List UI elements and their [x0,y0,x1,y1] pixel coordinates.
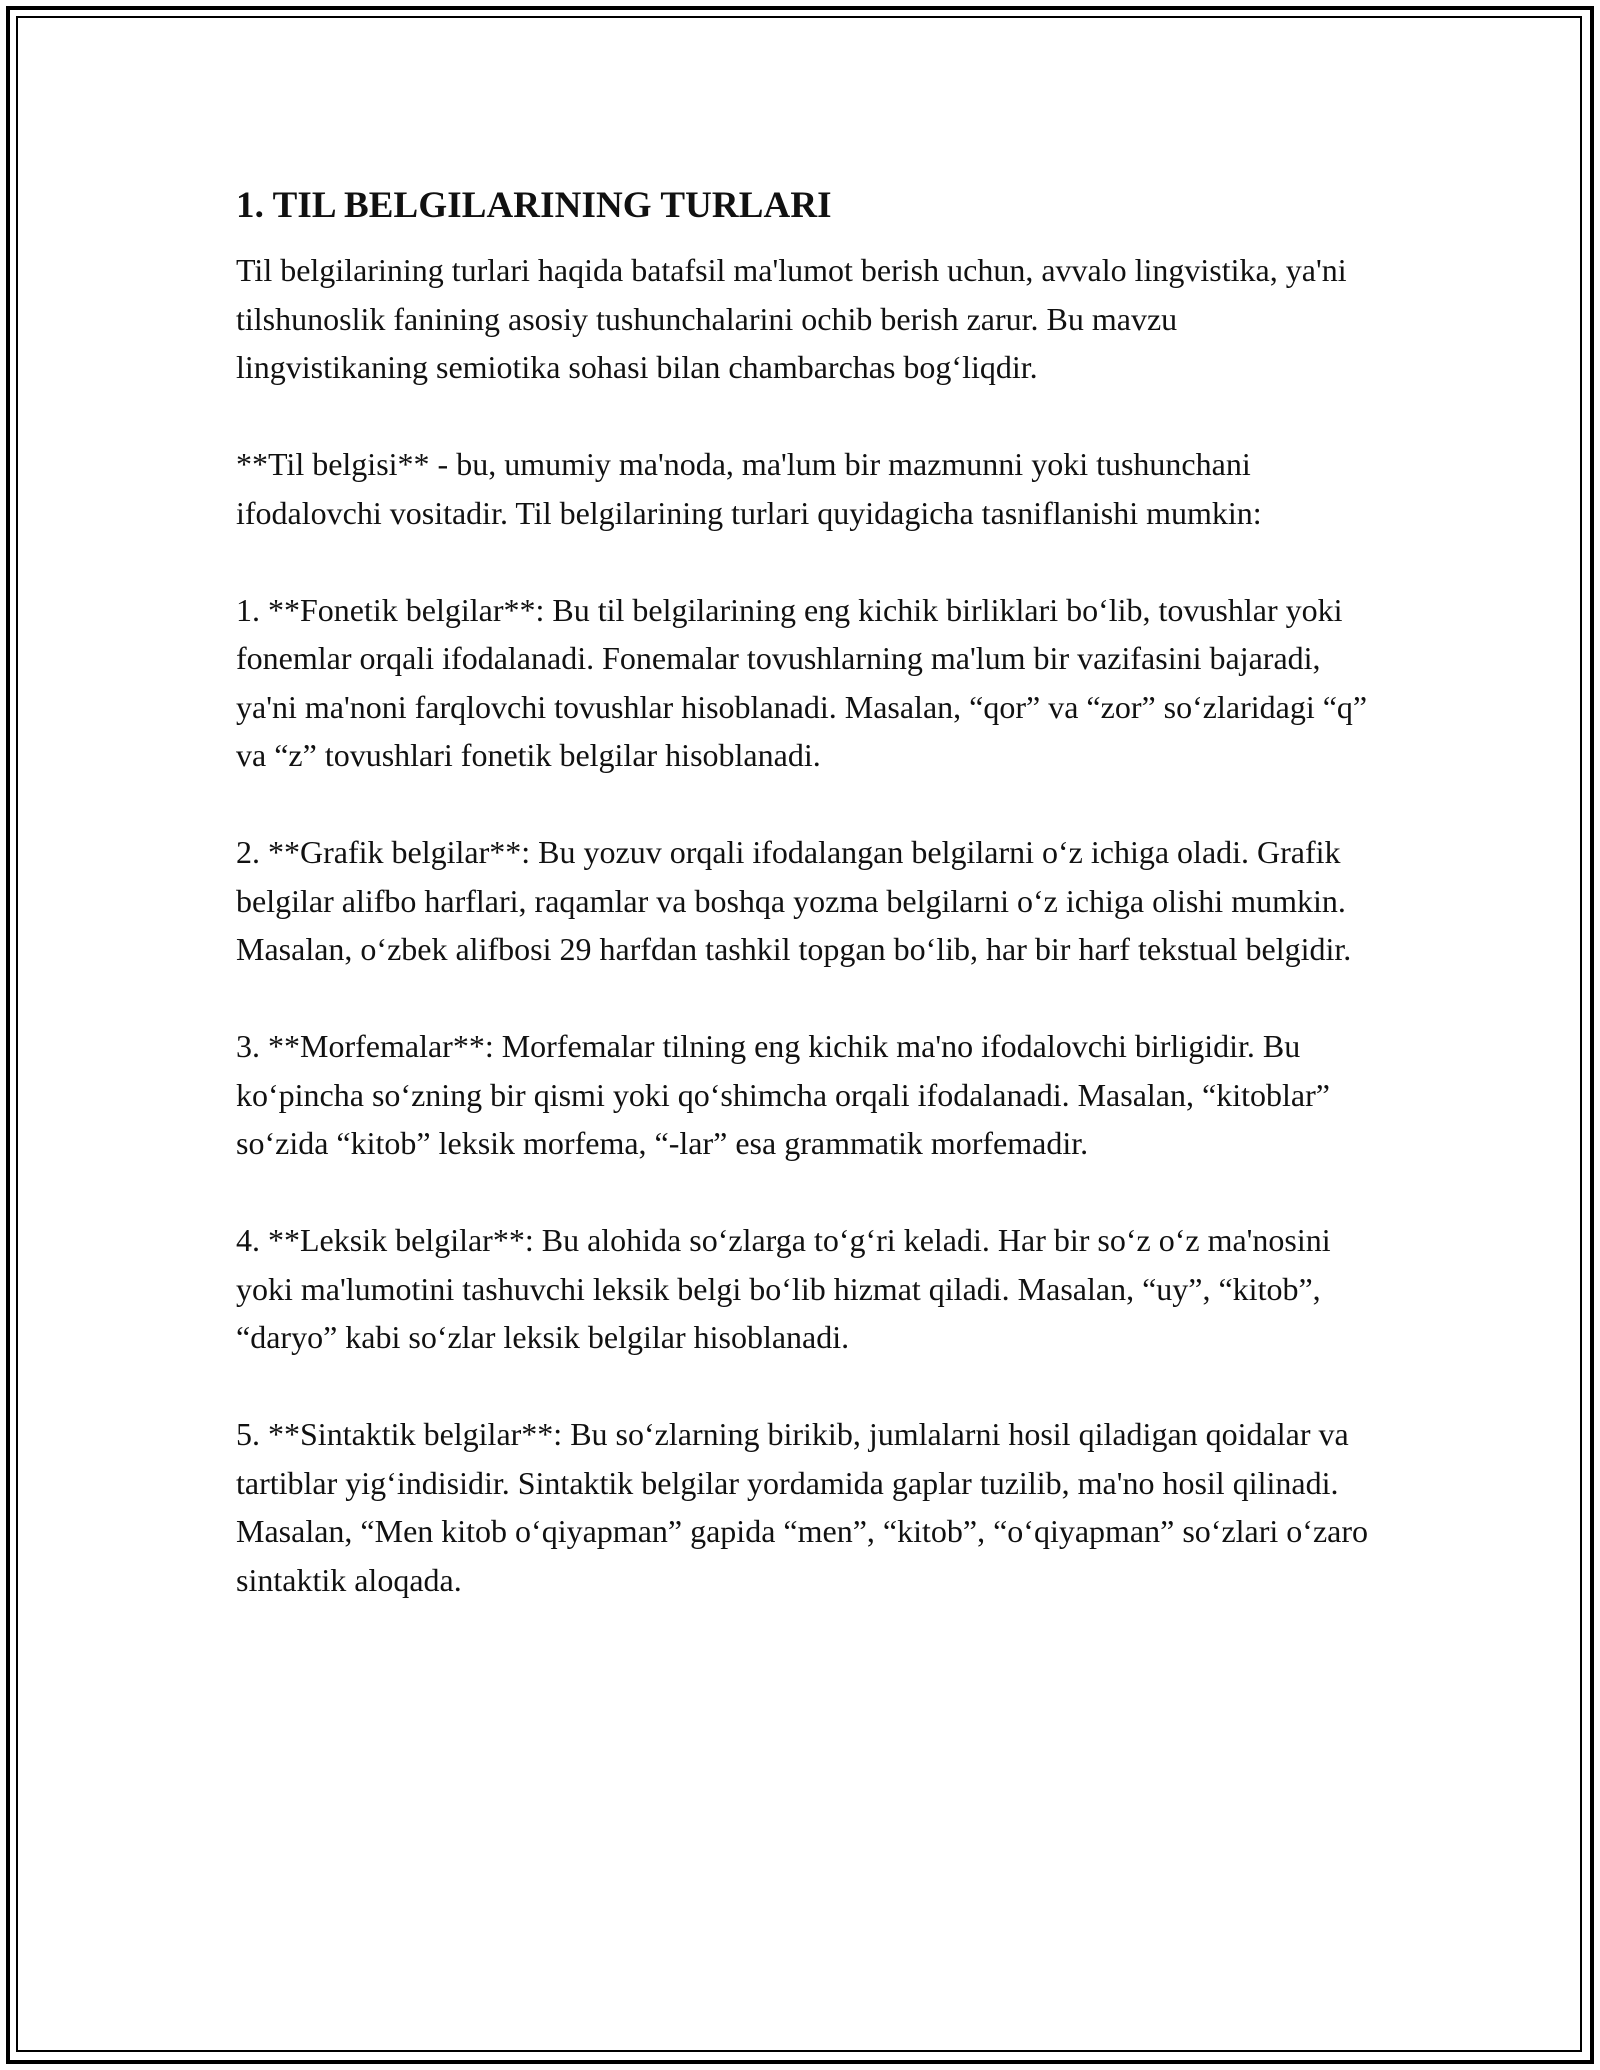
item-morfemalar: 3. **Morfemalar**: Morfemalar tilning eng kichik ma'no ifodalovchi birligidir. Bu ko‘pincha so‘zning bir qismi yoki qo‘shimcha orqali ifodalanadi. Masalan, “kitoblar” so‘zida “kitob” leksik morfema, “-lar” esa grammatik morfemadir. [236,1028,1330,1161]
item-fonetik-belgilar: 1. **Fonetik belgilar**: Bu til belgilarining eng kichik birliklari bo‘lib, tovushlar yoki fonemlar orqali ifodalanadi. Fonemalar tovushlarning ma'lum bir vazifasini bajaradi, ya'ni ma'noni farqlovchi tovushlar hisoblanadi. Masalan, “qor” va “zor” so‘zlaridagi “q” va “z” tovushlari fonetik belgilar hisoblanadi. [236,591,1368,773]
item-sintaktik-belgilar: 5. **Sintaktik belgilar**: Bu so‘zlarning birikib, jumlalarni hosil qiladigan qoidalar va tartiblar yig‘indisidir. Sintaktik belgilar yordamida gaplar tuzilib, ma'no hosil qilinadi. Masalan, “Men kitob o‘qiyapman” gapida “men”, “kitob”, “o‘qiyapman” so‘zlari o‘zaro sintaktik aloqada. [236,1416,1368,1598]
item-leksik-belgilar: 4. **Leksik belgilar**: Bu alohida so‘zlarga to‘g‘ri keladi. Har bir so‘z o‘z ma'nosini yoki ma'lumotini tashuvchi leksik belgi bo‘lib hizmat qiladi. Masalan, “uy”, “kitob”, “daryo” kabi so‘zlar leksik belgilar hisoblanadi. [236,1222,1331,1355]
definition-paragraph: **Til belgisi** - bu, umumiy ma'noda, ma'lum bir mazmunni yoki tushunchani ifodalovchi vositadir. Til belgilarining turlari quyidagicha tasniflanishi mumkin: [236,446,1262,531]
intro-paragraph: Til belgilarining turlari haqida batafsil ma'lumot berish uchun, avvalo lingvistika, ya'ni tilshunoslik fanining asosiy tushunchalarini ochib berish zarur. Bu mavzu lingvistikaning semiotika sohasi bilan chambarchas bog‘liqdir. [236,252,1347,385]
section-heading: 1. TIL BELGILARINING TURLARI [236,185,832,226]
item-grafik-belgilar: 2. **Grafik belgilar**: Bu yozuv orqali ifodalangan belgilarni o‘z ichiga oladi. Grafik belgilar alifbo harflari, raqamlar va boshqa yozma belgilarni o‘z ichiga olishi mumkin. Masalan, o‘zbek alifbosi 29 harfdan tashkil topgan bo‘lib, har bir harf tekstual belgidir. [236,834,1352,967]
document-body [236,184,1376,1653]
